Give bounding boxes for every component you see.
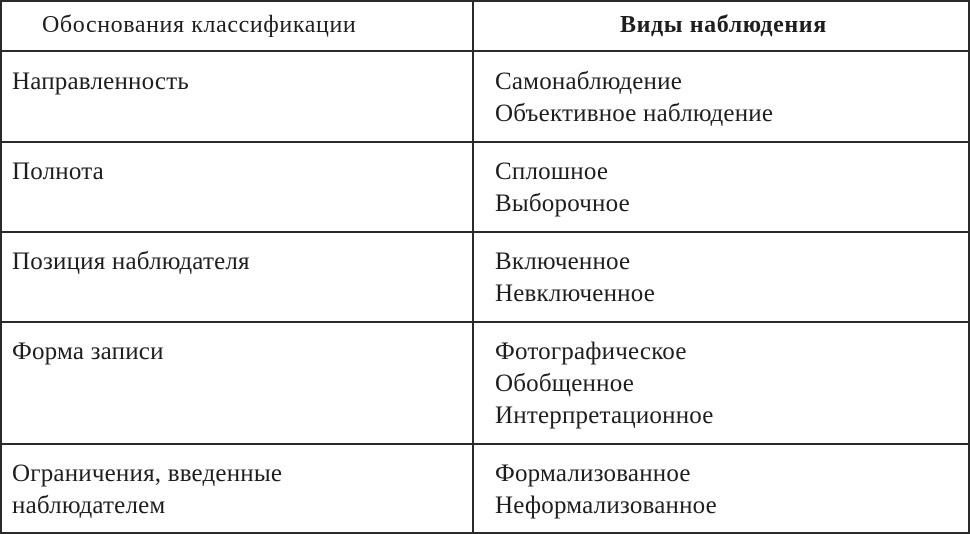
header-observation-types: Виды наблюдения: [620, 12, 827, 38]
row-divider: [0, 321, 970, 323]
table-row-3-basis: [12, 246, 250, 278]
table-row-5-types: [495, 458, 717, 522]
table-border-top: [0, 0, 970, 2]
type-line: Интерпретационное: [495, 402, 714, 429]
row-divider: [0, 231, 970, 233]
table-row-4-basis: [12, 336, 164, 368]
table-row-1-basis: [12, 66, 189, 98]
type-line: Самонаблюдение: [495, 68, 683, 95]
type-line: Невключенное: [495, 280, 656, 307]
type-line: Объективное наблюдение: [495, 100, 774, 127]
table-row-2-basis: [12, 156, 104, 188]
basis-line: Направленность: [12, 68, 189, 95]
basis-line: Полнота: [12, 158, 104, 185]
table-border-left: [0, 0, 2, 534]
table-row-1-types: [495, 66, 773, 130]
table-row-3-types: [495, 246, 655, 310]
header-basis: Обоснования классификации: [42, 12, 357, 38]
type-line: Включенное: [495, 248, 631, 275]
basis-line: наблюдателем: [12, 492, 166, 519]
column-divider: [472, 0, 474, 534]
row-divider: [0, 443, 970, 445]
type-line: Выборочное: [495, 190, 630, 217]
basis-line: Ограничения, введенные: [12, 460, 283, 487]
type-line: Сплошное: [495, 158, 609, 185]
table-row-4-types: [495, 336, 714, 432]
row-divider: [0, 141, 970, 143]
table-row-2-types: [495, 156, 630, 220]
type-line: Обобщенное: [495, 370, 634, 397]
basis-line: Форма записи: [12, 338, 164, 365]
header-divider: [0, 50, 970, 52]
type-line: Формализованное: [495, 460, 691, 487]
type-line: Фотографическое: [495, 338, 687, 365]
table-row-5-basis: [12, 458, 282, 522]
type-line: Неформализованное: [495, 492, 717, 519]
basis-line: Позиция наблюдателя: [12, 248, 250, 275]
